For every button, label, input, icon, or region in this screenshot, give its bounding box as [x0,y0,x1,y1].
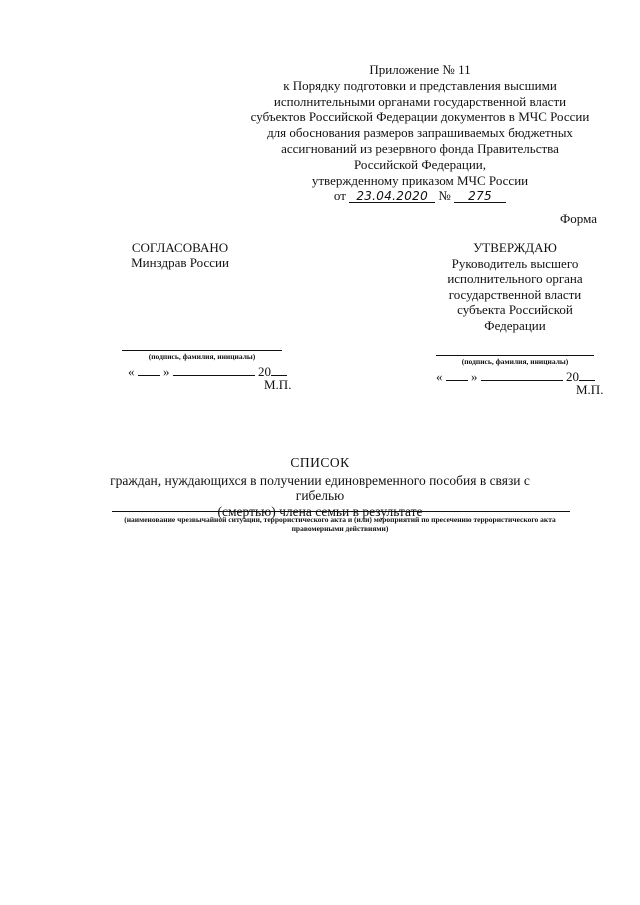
day-blank [446,369,468,381]
approved-line: исполнительного органа [447,271,583,286]
year-prefix: 20 [566,369,579,384]
list-heading: СПИСОК [290,455,350,470]
agreed-heading: СОГЛАСОВАНО [131,240,229,255]
day-blank [138,364,160,376]
appendix-line: для обоснования размеров запрашиваемых бюджетных [267,125,573,141]
order-reference [250,188,590,204]
list-title [90,455,550,519]
date-quote-close: » [163,364,170,379]
order-number-prefix: № [438,188,451,204]
agreed-signature-caption: (подпись, фамилия, инициалы) [148,352,256,361]
approved-signature-line [436,355,594,356]
approved-stamp: М.П. [576,382,604,397]
date-quote-open: « [436,369,443,384]
agreed-block [105,240,255,270]
month-blank [173,364,255,376]
year-blank [579,369,595,381]
agreed-signature-line [122,350,282,351]
event-caption-line1: (наименование чрезвычайной ситуации, террористического акта и (или) мероприятий по пресечению террористического акта [124,515,556,524]
form-label: Форма [560,211,597,226]
appendix-number: Приложение № 11 [369,62,471,77]
appendix-line: к Порядку подготовки и представления высшими [283,77,557,93]
order-number: 275 [454,190,506,203]
approved-line: Федерации [484,317,546,333]
date-quote-close: » [471,369,478,384]
appendix-header [250,62,590,204]
agreed-org: Минздрав России [131,255,229,270]
approved-line: государственной власти [448,286,582,302]
order-date: 23.04.2020 [349,190,435,203]
year-prefix: 20 [258,364,271,379]
approved-line: субъекта Российской [457,302,573,317]
approved-heading: УТВЕРЖДАЮ [473,240,557,255]
event-caption-line2: правомерными действиями) [291,524,389,533]
appendix-line: исполнительными органами государственной власти [273,93,567,109]
event-name-caption [100,515,580,533]
agreed-stamp: М.П. [264,377,292,392]
year-blank [271,364,287,376]
appendix-line: субъектов Российской Федерации документов в МЧС России [250,109,590,125]
event-name-line [112,511,570,512]
appendix-line: ассигнований из резервного фонда Правительства [281,140,559,156]
month-blank [481,369,563,381]
approved-line: Руководитель высшего [451,255,579,271]
approved-date-row [436,369,595,385]
order-prefix: от [333,188,346,204]
date-quote-open: « [128,364,135,379]
list-subtitle-line2: (смертью) члена семьи в результате [217,503,423,519]
appendix-line: Российской Федерации, [354,156,486,172]
appendix-line: утвержденному приказом МЧС России [311,172,529,188]
approved-signature-caption: (подпись, фамилия, инициалы) [461,357,569,366]
approved-block [440,240,590,333]
list-subtitle-line1: граждан, нуждающихся в получении единовременного пособия в связи с гибелью [110,472,530,503]
